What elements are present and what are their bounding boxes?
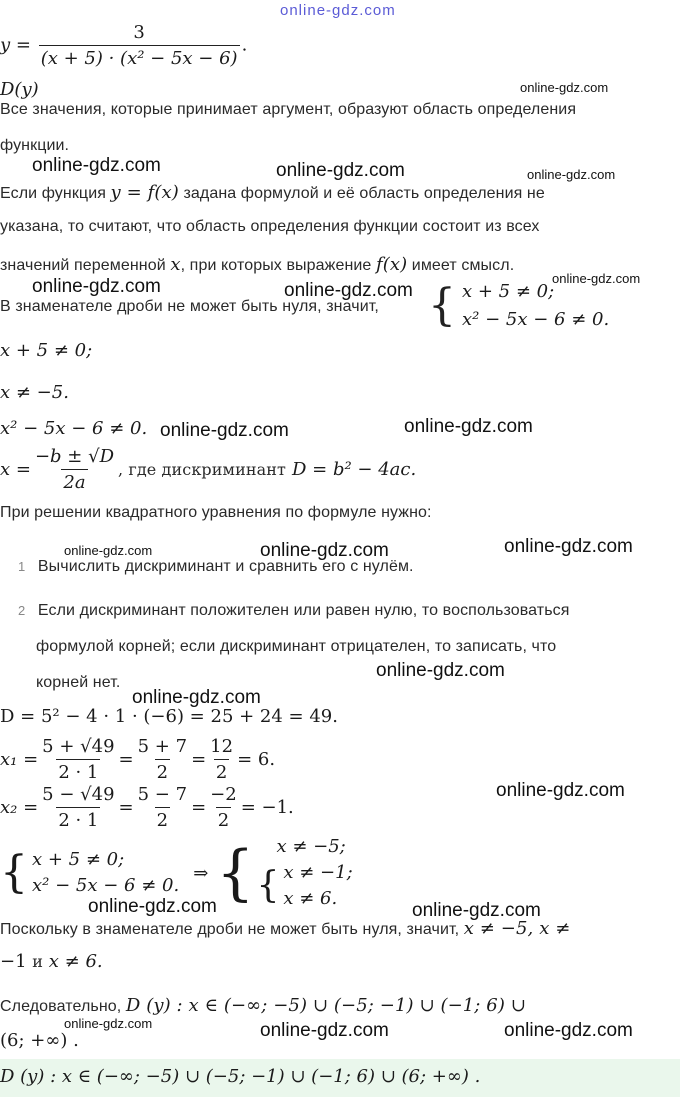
system-3-line-1: x ≠ −5; — [276, 836, 346, 857]
x1-calc: x₁ = $\frac{5 + √49}{2 \cdot 1}$ = $\frac{5 + 7}{2}$ = $\frac{12}{2}$ = 6. — [0, 736, 276, 783]
watermark: online-gdz.com — [520, 80, 609, 95]
p5-math-a: −1 — [0, 951, 27, 972]
watermark: online-gdz.com — [64, 1016, 153, 1031]
p5-math: x ≠ −5, x ≠ — [463, 918, 571, 939]
system-brace: { — [216, 838, 255, 908]
watermark: online-gdz.com — [527, 167, 616, 182]
x2-lhs: x₂ = — [0, 797, 39, 818]
system-2-line-1: x + 5 ≠ 0; — [32, 849, 125, 870]
watermark: online-gdz.com — [260, 540, 389, 561]
paragraph-denominator: В знаменателе дроби не может быть нуля, значит, — [0, 298, 379, 315]
x2-frac3-num: −2 — [210, 784, 237, 805]
system-3-line-2: x ≠ −1; — [283, 862, 353, 883]
x1-lhs: x₁ = — [0, 749, 39, 770]
watermark: online-gdz.com — [504, 1020, 633, 1041]
p2-fx: f(x) — [375, 254, 408, 275]
p2-text-d: , при которых выражение — [180, 257, 372, 274]
watermark: online-gdz.com — [276, 160, 405, 181]
list-item-text: Если дискриминант положителен или равен нулю, то воспользоваться — [37, 602, 570, 619]
system-brace: { — [256, 865, 280, 906]
implies-arrow: ⇒ — [193, 862, 209, 884]
p5-text: Поскольку в знаменателе дроби не может быть нуля, значит, — [0, 921, 460, 938]
watermark: online-gdz.com — [496, 780, 625, 801]
p2-text-b: задана формулой и её область определения не — [183, 185, 545, 202]
paragraph-therefore-line2: (6; +∞) . — [0, 1030, 79, 1051]
site-watermark: online-gdz.com — [280, 2, 396, 19]
x2-frac3-den: 2 — [216, 807, 231, 831]
watermark: online-gdz.com — [32, 276, 161, 297]
watermark: online-gdz.com — [376, 660, 505, 681]
watermark: online-gdz.com — [260, 1020, 389, 1041]
paragraph-function-line1 — [0, 182, 545, 203]
x2-frac1-den: 2 · 1 — [56, 807, 100, 831]
root-fraction — [33, 446, 116, 493]
system-brace: { — [0, 847, 28, 898]
function-formula — [0, 22, 247, 69]
p6-text: Следовательно, — [0, 998, 122, 1015]
discriminant-formula: D = b² − 4ac. — [291, 459, 417, 480]
root-formula — [0, 446, 416, 493]
root-tail-text: , где дискриминант — [118, 460, 286, 479]
func-fraction — [39, 22, 240, 69]
func-lhs: y = — [0, 34, 31, 56]
x1-frac2-den: 2 — [155, 759, 170, 783]
x1-frac1-den: 2 · 1 — [56, 759, 100, 783]
x1-frac3-num: 12 — [210, 736, 234, 757]
system-1-line-1: x + 5 ≠ 0; — [462, 281, 555, 302]
equation-3: x² − 5x − 6 ≠ 0. — [0, 418, 148, 439]
watermark: online-gdz.com — [412, 900, 541, 921]
paragraph-function-line2: указана, то считают, что область определения функции состоит из всех — [0, 218, 540, 235]
x1-frac2-num: 5 + 7 — [137, 736, 188, 757]
func-numerator: 3 — [133, 22, 145, 43]
root-numerator: −b ± √D — [34, 446, 114, 467]
list-item-number: 2 — [18, 603, 26, 618]
cut-off-line: D(y) — [0, 79, 39, 100]
watermark: online-gdz.com — [284, 280, 413, 301]
final-answer: D (y) : x ∈ (−∞; −5) ∪ (−5; −1) ∪ (−1; 6) ∪ (6; +∞) . — [0, 1066, 481, 1087]
p2-formula: y = f(x) — [110, 182, 179, 203]
paragraph-domain-def-end: функции. — [0, 137, 70, 154]
system-3-line-3: x ≠ 6. — [283, 888, 338, 909]
p5-and: и — [32, 952, 44, 971]
watermark: online-gdz.com — [32, 155, 161, 176]
func-end: . — [241, 34, 248, 56]
equation-1: x + 5 ≠ 0; — [0, 340, 93, 361]
watermark: online-gdz.com — [404, 416, 533, 437]
list-item-text-line2: формулой корней; если дискриминант отрицателен, то записать, что — [36, 638, 557, 655]
list-item-text: Вычислить дискриминант и сравнить его с нулём. — [37, 558, 414, 575]
p2-text-c: значений переменной — [0, 257, 166, 274]
paragraph-therefore — [0, 995, 526, 1016]
x2-frac1-num: 5 − √49 — [42, 784, 115, 805]
watermark: online-gdz.com — [504, 536, 633, 557]
x1-frac1-num: 5 + √49 — [42, 736, 115, 757]
paragraph-domain-def: Все значения, которые принимает аргумент, образуют область определения — [0, 101, 577, 118]
p2-text-a: Если функция — [0, 185, 106, 202]
paragraph-function-line3 — [0, 254, 514, 275]
x2-calc: x₂ = $\frac{5 - √49}{2 \cdot 1}$ = $\frac{5 - 7}{2}$ = $\frac{-2}{2}$ = −1. — [0, 784, 294, 831]
x1-frac3-den: 2 — [214, 759, 229, 783]
x2-frac2-num: 5 − 7 — [137, 784, 188, 805]
system-brace: { — [428, 280, 456, 331]
watermark: online-gdz.com — [88, 896, 217, 917]
paragraph-conclusion-line2 — [0, 951, 103, 972]
root-denominator: 2a — [61, 469, 87, 493]
watermark: online-gdz.com — [132, 687, 261, 708]
x1-result: = 6. — [237, 749, 276, 770]
list-item-number: 1 — [18, 559, 26, 574]
equation-2: x ≠ −5. — [0, 382, 69, 403]
p2-var-x: x — [170, 254, 181, 275]
func-denominator: (x + 5) · (x² − 5x − 6) — [39, 45, 240, 69]
list-item-text-line3: корней нет. — [36, 674, 121, 691]
x2-result: = −1. — [240, 797, 294, 818]
list-item — [18, 602, 570, 620]
p5-math-b: x ≠ 6. — [48, 951, 103, 972]
watermark: online-gdz.com — [160, 420, 289, 441]
p6-math: D (y) : x ∈ (−∞; −5) ∪ (−5; −1) ∪ (−1; 6) ∪ — [125, 995, 526, 1016]
watermark: online-gdz.com — [552, 271, 641, 286]
discriminant-calc: D = 5² − 4 · 1 · (−6) = 25 + 24 = 49. — [0, 706, 338, 727]
system-1 — [428, 278, 609, 334]
paragraph-quadratic-steps: При решении квадратного уравнения по формуле нужно: — [0, 504, 432, 521]
x2-frac2-den: 2 — [155, 807, 170, 831]
root-lhs: x = — [0, 459, 31, 480]
watermark: online-gdz.com — [64, 543, 153, 558]
system-2-line-2: x² − 5x − 6 ≠ 0. — [32, 875, 180, 896]
p2-text-e: имеет смысл. — [411, 257, 515, 274]
system-1-line-2: x² − 5x − 6 ≠ 0. — [462, 309, 610, 330]
